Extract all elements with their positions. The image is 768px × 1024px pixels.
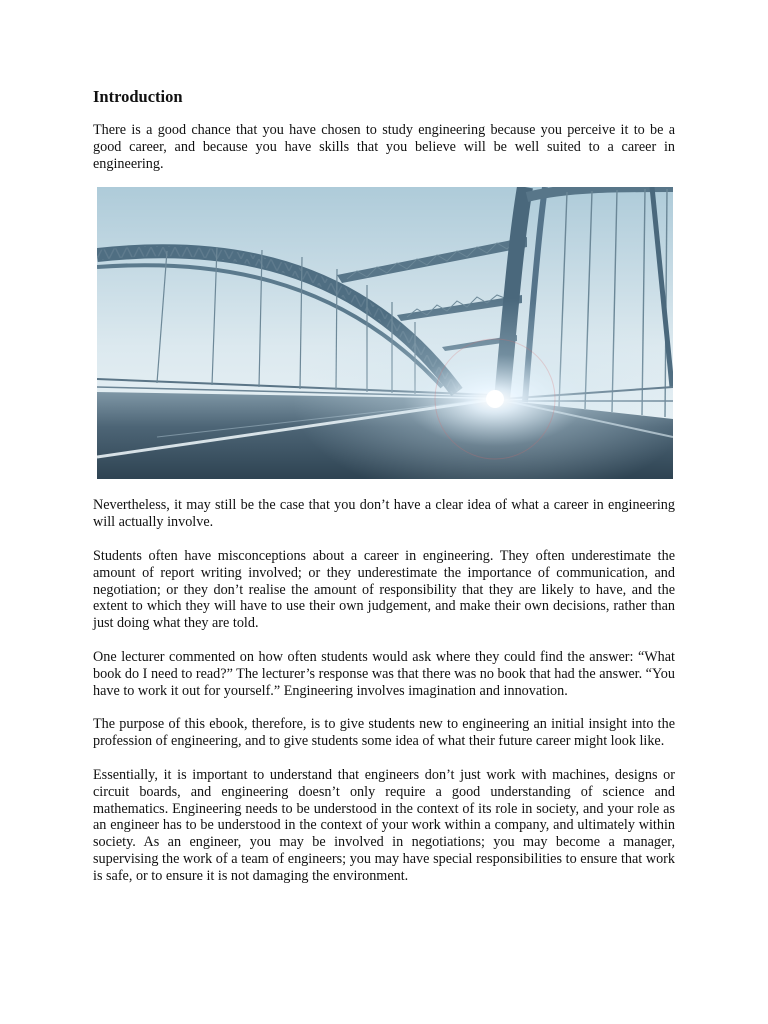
bridge-photo	[97, 187, 673, 479]
paragraph-purpose: The purpose of this ebook, therefore, is to give students new to engineering an initial insight into the profession of engineering, and to give students some idea of what their future career might look like.	[93, 716, 675, 750]
paragraph-misconceptions: Students often have misconceptions about a career in engineering. They often underestimate the amount of report writing involved; or they underestimate the importance of communication, and negotiation; or they don’t realise the amount of responsibility that they are likely to have, and the extent to which they will have to use their own judgement, and make their own decisions, rather than just doing what they are told.	[93, 547, 675, 632]
paragraph-lecturer: One lecturer commented on how often students would ask where they could find the answer: “What book do I need to read?” The lecturer’s response was that there was no book that had the answer. “You have to work it out for yourself.” Engineering involves imagination and innovation.	[93, 648, 675, 699]
paragraph-intro: There is a good chance that you have chosen to study engineering because you perceive it to be a good career, and because you have skills that you believe will be well suited to a career in engineering.	[93, 122, 675, 172]
page-heading: Introduction	[93, 87, 183, 106]
document-page	[93, 86, 675, 902]
paragraph-nevertheless: Nevertheless, it may still be the case that you don’t have a clear idea of what a career in engineering will actually involve.	[93, 497, 675, 531]
paragraph-essentially: Essentially, it is important to understand that engineers don’t just work with machines, designs or circuit boards, and engineering doesn’t only require a good understanding of science and mathematics. Engineering needs to be understood in the context of its role in society, and your role as an engineer has to be understood in the context of your work within a company, and ultimately within society. As an engineer, you may be involved in negotiations; you may become a manager, supervising the work of a team of engineers; you may have special responsibilities to ensure that work is safe, or to ensure it is not damaging the environment.	[93, 766, 675, 884]
